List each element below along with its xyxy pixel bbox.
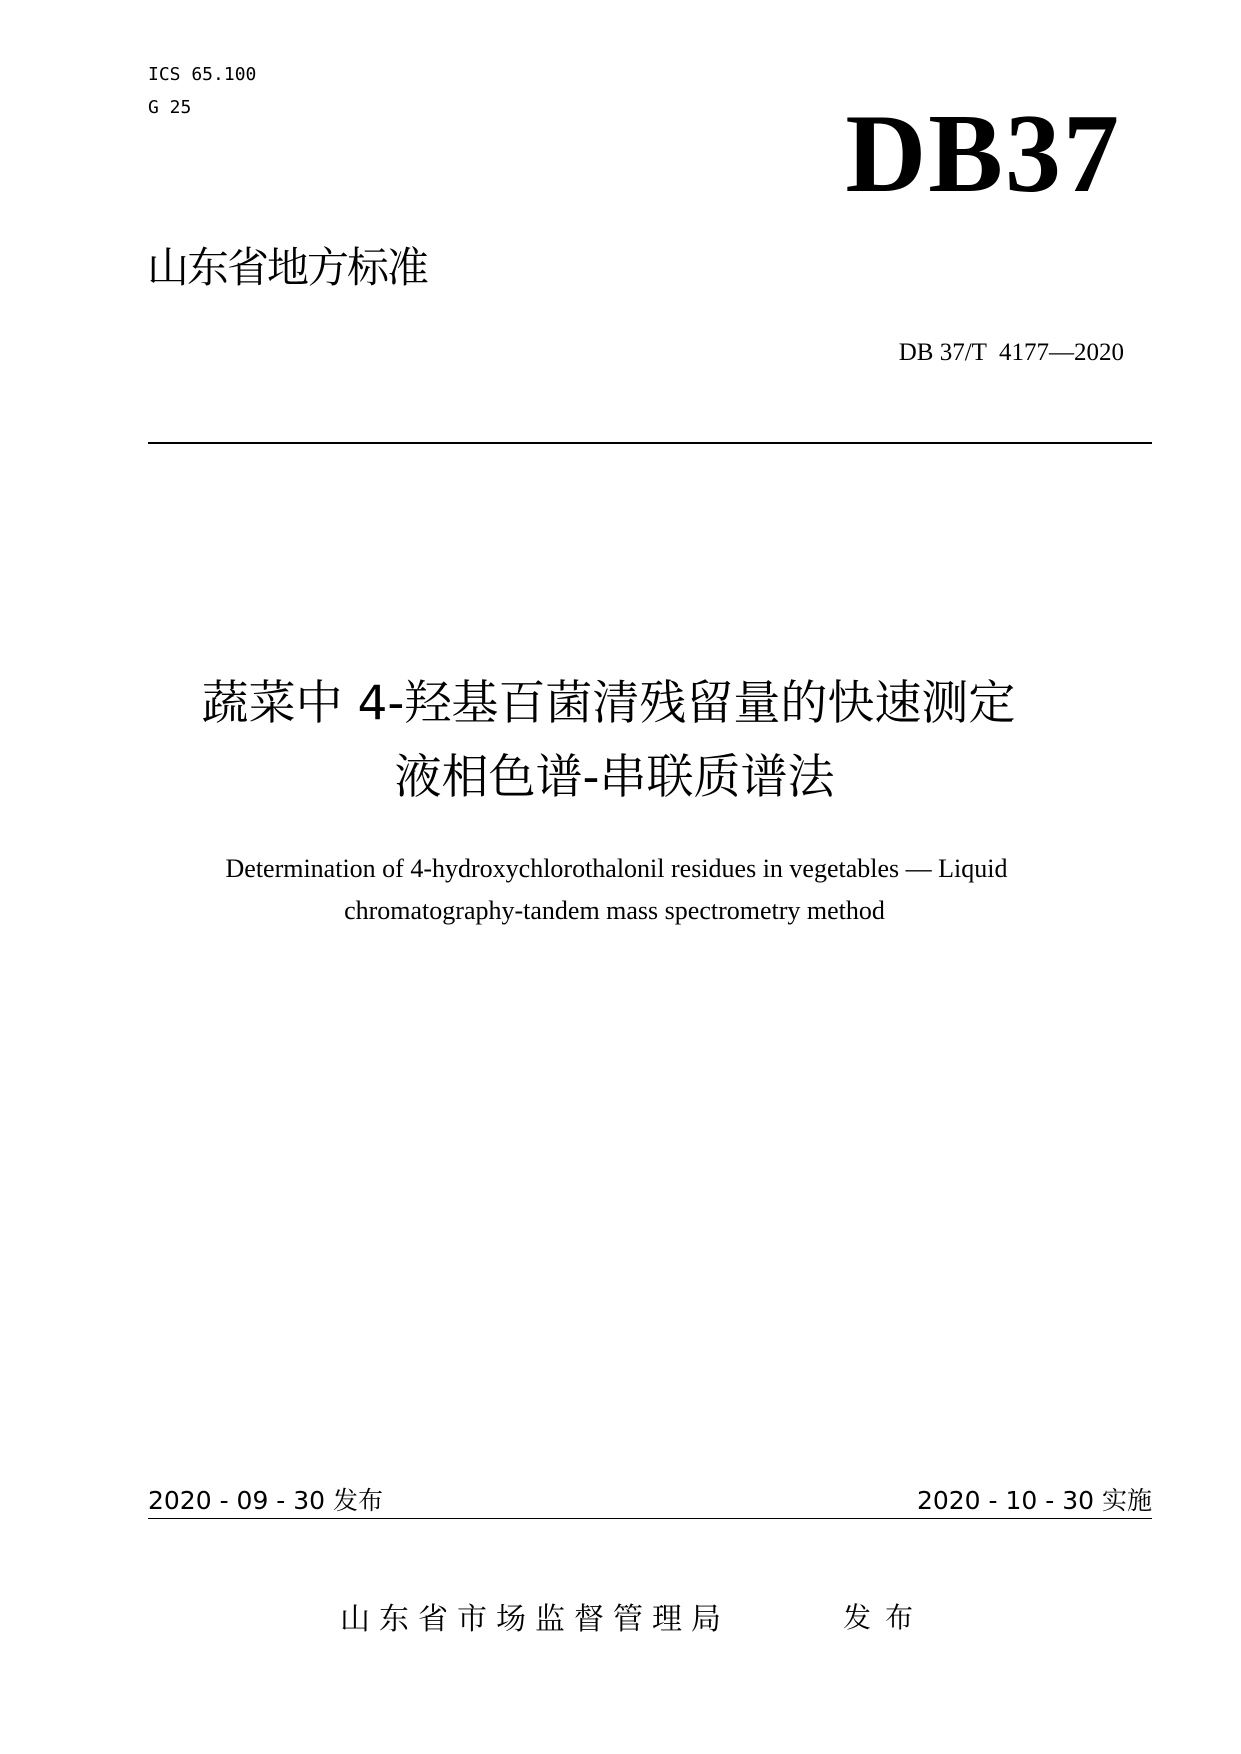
implementation-date: 2020 - 10 - 30 实施	[916, 1486, 1152, 1515]
standard-number: DB 37/T 4177—2020	[898, 339, 1124, 366]
standard-logo: DB37	[845, 92, 1121, 216]
title-chinese-line2: 液相色谱-串联质谱法	[394, 750, 835, 805]
issue-date: 2020 - 09 - 30 发布	[148, 1486, 384, 1515]
issuing-authority: 山东省市场监督管理局	[340, 1602, 730, 1637]
publish-label: 发布	[843, 1601, 928, 1634]
footer-divider	[148, 1518, 1152, 1519]
standard-category: 山东省地方标准	[147, 243, 428, 292]
ics-code: ICS 65.100	[148, 64, 257, 85]
title-chinese-line1: 蔬菜中 4-羟基百菌清残留量的快速测定	[201, 676, 1016, 731]
title-english-line1: Determination of 4-hydroxychlorothalonil residues in vegetables — Liquid	[225, 854, 1008, 883]
title-english-line2: chromatography-tandem mass spectrometry method	[344, 896, 885, 925]
classification-code: G 25	[148, 97, 192, 118]
header-divider	[148, 442, 1152, 444]
